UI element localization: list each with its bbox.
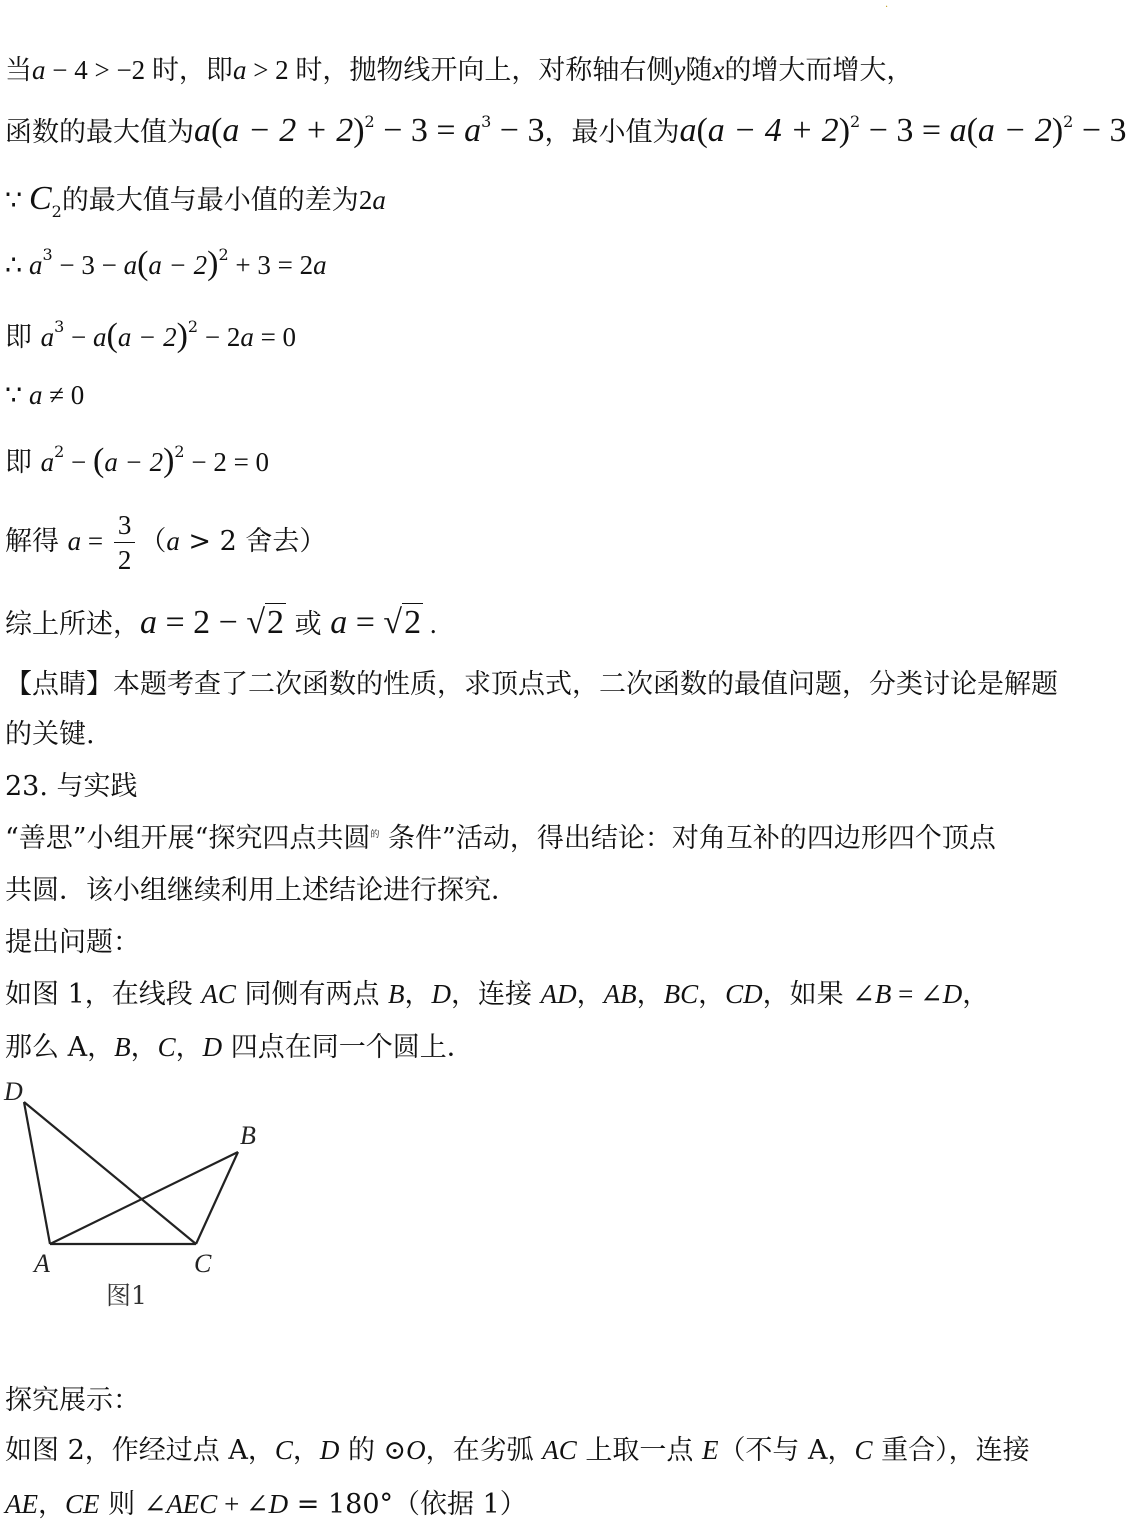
exponent: 2 [364,112,375,131]
sqrt-icon: √ [246,604,266,641]
section-heading-explore: 探究展示： [5,1385,140,1416]
math-var: C [274,1435,293,1465]
line-3 [5,178,386,221]
math-var: D [942,979,963,1009]
text: （ [139,526,167,557]
paren: ) [1051,112,1064,149]
paren: ( [106,317,118,354]
question-number: 23. 与实践 [5,771,138,802]
sqrt [246,604,286,642]
radicand: 2 [267,604,285,641]
text: 即 [5,322,41,353]
math-var: a [166,526,180,556]
math-var: B [388,979,405,1009]
text: ， [698,979,726,1010]
angle-symbol: ∠ [852,979,875,1009]
text: ，最小值为 [544,117,680,148]
math-var: a [679,112,697,149]
math-var: D [319,1435,340,1465]
corner-mark: · [885,2,889,13]
math-expr: = [81,526,110,556]
math-var: a [40,322,55,352]
line-1 [5,48,913,87]
radicand: 2 [404,604,422,641]
math-var: a [240,322,254,352]
text: 当 [5,55,32,86]
math-expr: + 3 = 2 [228,250,314,280]
text: 综上所述， [5,609,140,640]
fraction-numerator: 3 [114,508,136,543]
line-20 [5,1482,527,1521]
sqrt-icon: √ [383,604,403,641]
math-var: a [123,250,138,280]
label-B: B [240,1121,256,1150]
text: 时，抛物线开向上，对称轴右侧 [295,55,674,86]
text: 那么 A， [5,1032,115,1063]
math-var: AE [5,1489,38,1519]
math-var: CD [725,979,763,1009]
text: 时，即 [151,55,233,86]
section-heading-ask: 提出问题： [5,927,140,958]
line-10: 【点睛】本题考查了二次函数的性质，求顶点式，二次函数的最值问题，分类讨论是解题 [5,669,1058,700]
math-var: AEC [166,1489,218,1519]
exponent: 2 [174,442,185,461]
paren: ) [353,112,365,149]
text: 则 ∠ [99,1489,167,1520]
math-var: a [40,447,55,477]
math-var: a [93,322,107,352]
math-expr: − 3 = [374,112,465,149]
text: 同侧有两点 [235,979,389,1010]
text: > 2 舍去） [179,526,327,557]
line-11: 的关键. [5,719,95,750]
text: ， [130,1032,158,1063]
text: 随 [685,55,713,86]
math-var: a [313,250,327,280]
line-2 [5,110,1127,150]
math-var: AC [542,1435,577,1465]
line-4 [5,245,327,283]
text: 的 ⊙ [339,1435,407,1466]
exponent: 2 [1063,112,1074,131]
math-var: a [464,112,482,149]
line-8 [5,508,326,577]
exponent: 2 [54,442,65,461]
math-var: CE [65,1489,100,1519]
text: ， [636,979,664,1010]
paren: ( [211,112,223,149]
subscript: 2 [51,202,62,221]
line-13 [5,816,996,855]
text: ，如果 [762,979,853,1010]
sqrt [383,604,423,642]
segment-AB [50,1152,238,1244]
line-19 [5,1428,1030,1467]
math-var: C [157,1032,176,1062]
math-var: a [28,250,43,280]
math-var: x [712,55,725,85]
paren: ( [696,112,708,149]
math-var: B [874,979,892,1009]
math-var: D [268,1489,289,1519]
math-expr: a − 2 [104,447,164,477]
text: ，在劣弧 [425,1435,543,1466]
exponent: 3 [54,317,65,336]
text: 四点在同一个圆上． [222,1032,474,1063]
exponent: 2 [218,245,229,264]
text: ， [576,979,604,1010]
math-var: a [194,112,211,149]
label-C: C [194,1249,212,1278]
text: = 180°（依据 1） [288,1489,527,1520]
text: ， [175,1032,203,1063]
math-expr: a − 2 [148,250,208,280]
math-expr: − 2 = 0 [184,447,270,477]
math-expr: − 4 > −2 [45,55,152,85]
math-var: a [28,380,43,410]
label-D: D [4,1077,23,1106]
text: 条件”活动，得出结论：对角互补的四边形四个顶点 [379,823,996,854]
math-num: 2 [358,185,373,215]
math-expr: + ∠ [217,1489,269,1519]
math-var: O [406,1435,426,1465]
math-var: a [140,604,157,641]
therefore-symbol: ∴ [5,250,29,280]
exponent: 2 [850,112,861,131]
math-var: a [372,185,386,215]
math-var: D [202,1032,223,1062]
math-expr: = ∠ [891,979,943,1009]
line-9 [5,602,437,642]
fraction [114,508,136,577]
math-expr: a − 2 [117,322,177,352]
math-expr: = [347,604,384,641]
math-expr: − [64,322,94,352]
math-expr: − 3 = [860,112,950,149]
text: 解得 [5,526,68,557]
math-var: a [949,112,967,149]
math-var: D [431,979,452,1009]
text: 的增大而增大， [724,55,914,86]
math-var: AD [540,979,577,1009]
math-var: y [673,55,686,85]
line-5 [5,315,296,355]
exponent: 2 [187,317,199,336]
math-var: BC [663,979,699,1009]
figure-1-diagram [0,1072,300,1322]
math-var: a [67,526,82,556]
text: ， [292,1435,320,1466]
math-var: C [28,180,52,217]
math-expr: − [64,447,94,477]
exponent: 3 [42,245,53,264]
paren: ) [163,442,175,479]
figure-1-caption: 图1 [106,1281,147,1310]
math-expr: − 3 [1073,112,1127,149]
paren: ( [93,442,105,479]
text: 的最大值与最小值的差为 [61,185,359,216]
math-expr: a − 2 [977,112,1052,149]
text: 上取一点 [576,1435,702,1466]
exponent: 3 [481,112,492,131]
math-var: AC [201,979,236,1009]
math-var: B [114,1032,131,1062]
math-expr: = 2 − [157,604,247,641]
paren: ) [207,245,219,282]
text: 如图 1，在线段 [5,979,202,1010]
math-var: AB [603,979,637,1009]
math-expr: − 3 [491,112,545,149]
paren: ) [176,317,188,354]
math-expr: > 2 [246,55,296,85]
line-14: 共圆．该小组继续利用上述结论进行探究． [5,875,518,906]
text: ， [404,979,432,1010]
math-expr: a − 4 + 2 [707,112,839,149]
paren: ( [137,245,149,282]
math-var: C [854,1435,873,1465]
math-expr: − 3 − [52,250,124,280]
line-6 [5,380,84,411]
math-var: a [232,55,247,85]
line-17 [5,1025,474,1064]
line-7 [5,440,269,480]
text: ， [38,1489,65,1520]
text: “善思”小组开展“探究四点共圆 [5,823,371,854]
math-expr: = 0 [253,322,297,352]
paren: ) [838,112,851,149]
math-expr: − 2 [198,322,241,352]
math-var: a [330,604,348,641]
segment-BC [196,1152,238,1244]
text: ，连接 [451,979,541,1010]
paren: ( [966,112,978,149]
math-expr: ≠ 0 [42,380,85,410]
text: 重合），连接 [872,1435,1030,1466]
fraction-denominator: 2 [117,545,132,575]
text: ， [962,979,990,1010]
tiny-char: 的 [370,830,380,840]
segment-DC [24,1102,196,1244]
period: . [423,609,437,639]
math-var: E [701,1435,719,1465]
text: 或 [286,609,331,640]
text: 函数的最大值为 [5,117,194,148]
math-var: a [32,55,46,85]
because-symbol: ∵ [5,185,29,215]
text: 如图 2，作经过点 A， [5,1435,275,1466]
math-expr: a − 2 + 2 [222,112,354,149]
because-symbol: ∵ [5,380,29,410]
line-16 [5,972,989,1011]
text: 即 [5,447,41,478]
segment-DA [24,1102,50,1244]
text: （不与 A， [718,1435,855,1466]
label-A: A [34,1249,50,1278]
